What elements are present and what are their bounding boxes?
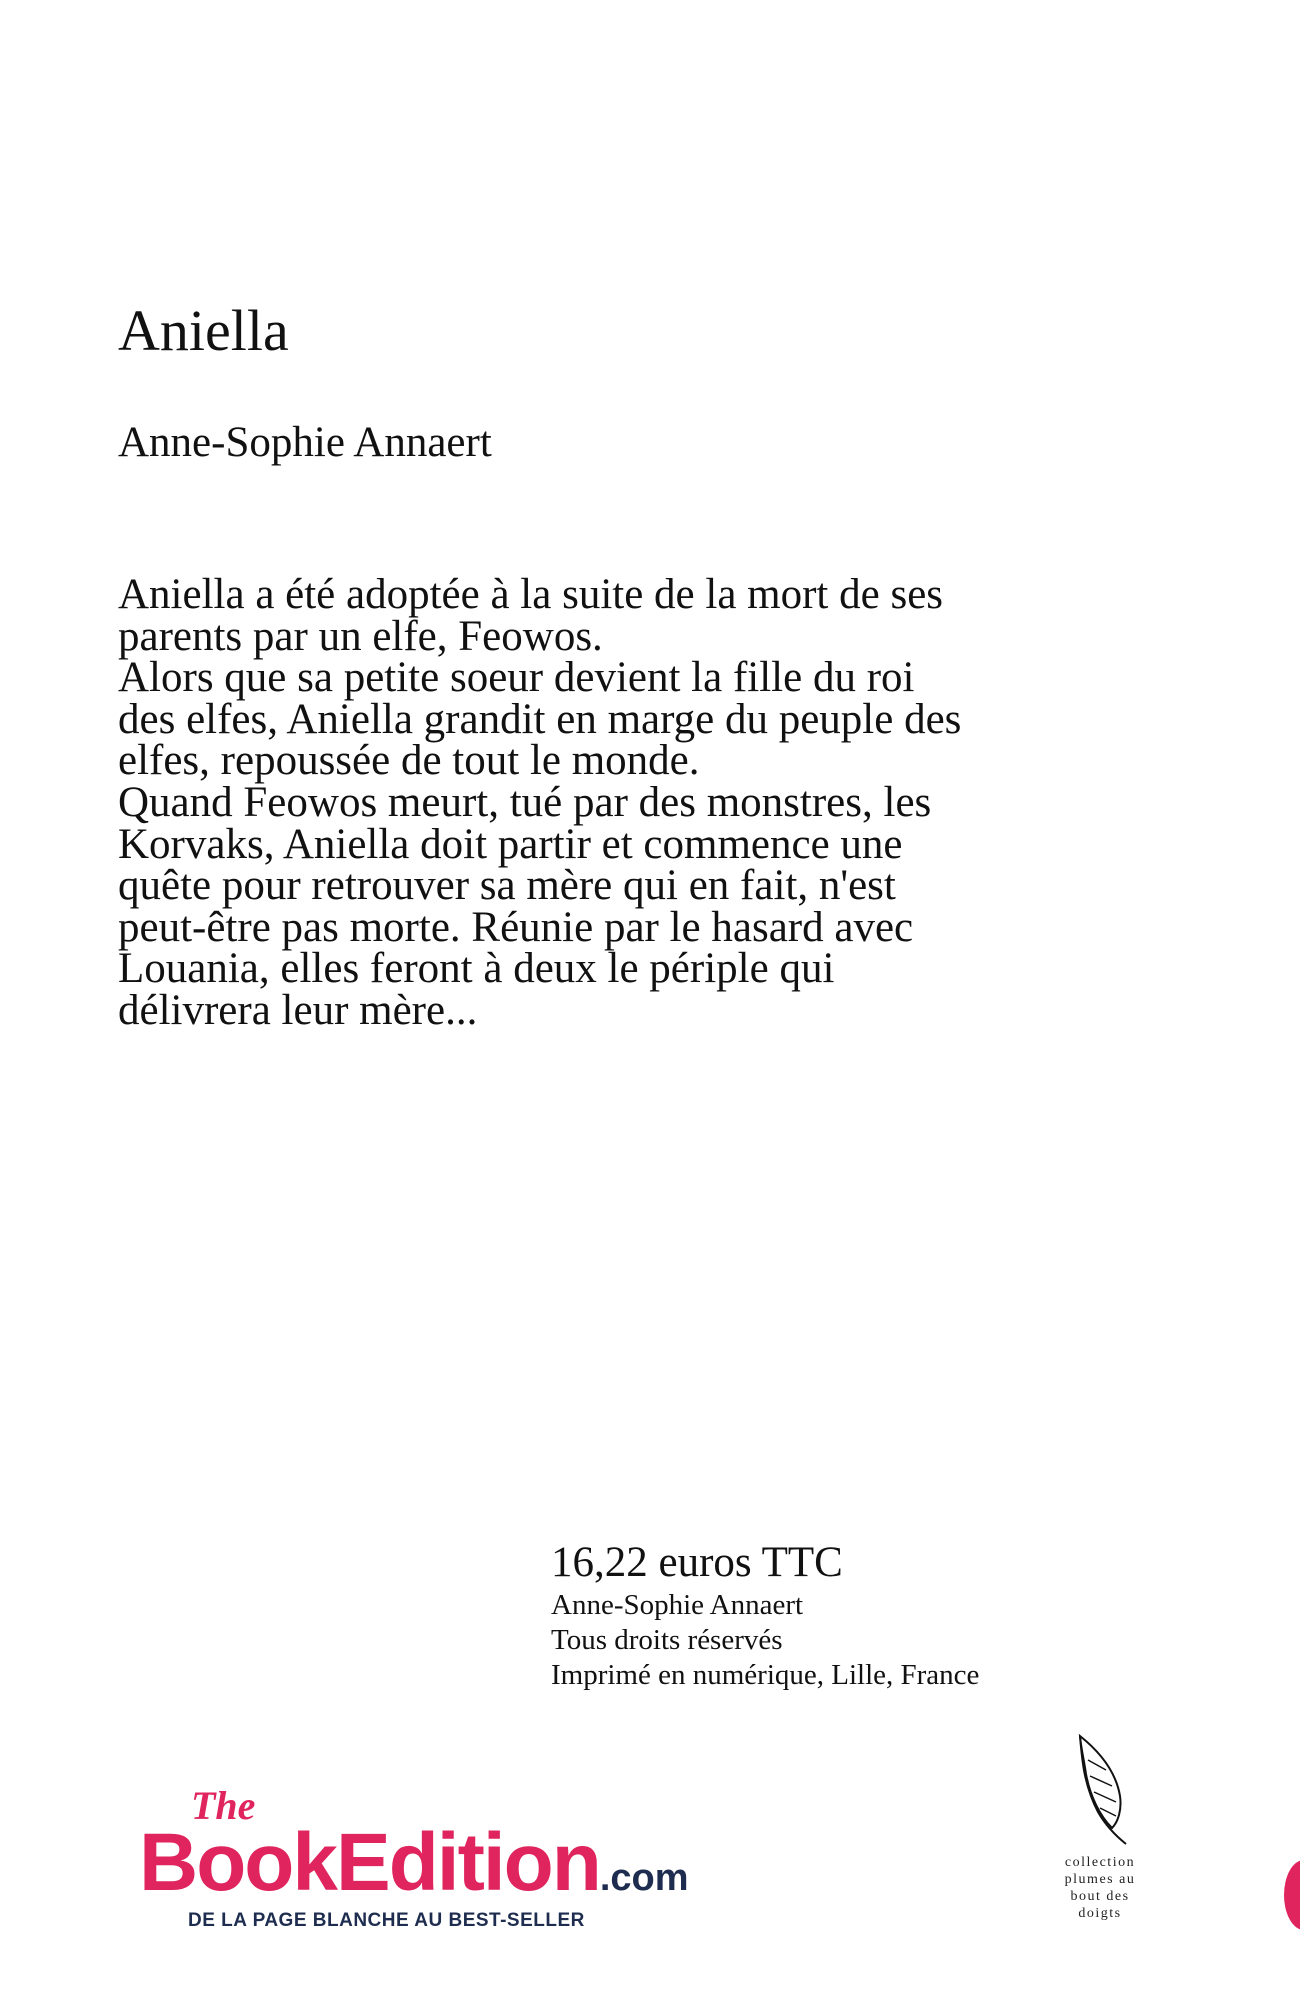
- book-title: Aniella: [118, 298, 289, 363]
- collection-line: collection: [1064, 1855, 1136, 1870]
- rights-notice: Tous droits réservés: [551, 1624, 783, 1656]
- blurb-paragraph: Quand Feowos meurt, tué par des monstres, les Korvaks, Aniella doit partir et commence une quête pour retrouver sa mère qui en fait, n'est peut-être pas morte. Réunie par le hasard avec Louania, elles feront à deux le périple qui délivrera leur mère...: [118, 778, 932, 1034]
- logo-suffix: .com: [599, 1857, 689, 1899]
- edge-mark: [1284, 1860, 1300, 1930]
- book-author: Anne-Sophie Annaert: [118, 419, 492, 466]
- collection-label: [1040, 1854, 1160, 1922]
- price: 16,22 euros TTC: [551, 1539, 843, 1586]
- blurb-paragraph: Aniella a été adoptée à la suite de la mort de ses parents par un elfe, Feowos.: [118, 571, 944, 660]
- collection-line: bout des: [1070, 1889, 1130, 1904]
- quill-icon: [1060, 1730, 1140, 1850]
- imprint-block: [551, 1538, 1171, 1693]
- logo-wordmark: [139, 1818, 689, 1923]
- imprint-author: Anne-Sophie Annaert: [551, 1589, 804, 1621]
- back-cover-blurb: [118, 571, 978, 1034]
- collection-line: plumes au: [1064, 1872, 1136, 1887]
- collection-line: doigts: [1078, 1906, 1122, 1921]
- logo-the: The: [191, 1783, 256, 1828]
- publisher-logo: [139, 1783, 739, 1936]
- printing-info: Imprimé en numérique, Lille, France: [551, 1659, 980, 1691]
- blurb-paragraph: Alors que sa petite soeur devient la fille du roi des elfes, Aniella grandit en marge du peuple des elfes, repoussée de tout le monde.: [118, 654, 962, 785]
- logo-tagline: DE LA PAGE BLANCHE AU BEST-SELLER: [188, 1910, 585, 1931]
- logo-name: BookEdition: [139, 1817, 600, 1908]
- collection-emblem: [1040, 1730, 1160, 1922]
